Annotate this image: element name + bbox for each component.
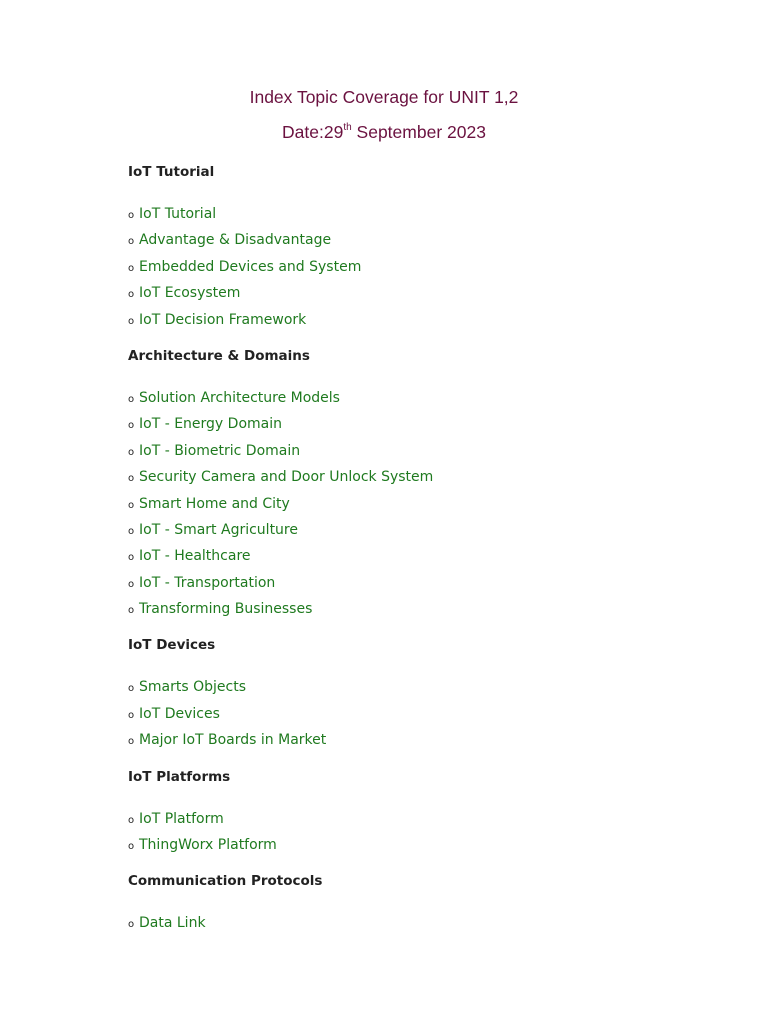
topic-link[interactable]: Data Link [139, 915, 206, 932]
list-item [128, 279, 688, 305]
circle-bullet-icon [128, 282, 139, 308]
topic-link[interactable]: IoT - Energy Domain [139, 416, 282, 433]
circle-bullet-icon [128, 676, 139, 702]
list-item [128, 200, 688, 226]
topic-link[interactable]: IoT Tutorial [139, 206, 217, 222]
section-heading: IoT Platforms [128, 768, 231, 785]
circle-bullet-icon [128, 309, 139, 335]
list-item [128, 831, 688, 857]
topic-link[interactable]: Security Camera and Door Unlock System [139, 469, 434, 486]
topic-list [128, 200, 688, 332]
section-heading: Architecture & Domains [128, 347, 310, 364]
list-item [128, 490, 688, 516]
list-item [128, 516, 688, 542]
topic-link[interactable]: Major IoT Boards in Market [139, 732, 327, 749]
date-superscript: th [343, 122, 352, 133]
document-title: Index Topic Coverage for UNIT 1,2 [249, 87, 519, 107]
circle-bullet-icon [128, 493, 139, 519]
circle-bullet-icon [128, 413, 139, 439]
list-item [128, 700, 688, 726]
list-item [128, 306, 688, 332]
circle-bullet-icon [128, 729, 139, 755]
date-suffix: September 2023 [351, 122, 486, 142]
list-item [128, 410, 688, 436]
circle-bullet-icon [128, 466, 139, 492]
topic-list [128, 909, 688, 935]
circle-bullet-icon [128, 834, 139, 860]
topic-link[interactable]: IoT - Healthcare [139, 548, 251, 565]
list-item [128, 437, 688, 463]
section-heading: Communication Protocols [128, 873, 323, 890]
circle-bullet-icon [128, 912, 139, 938]
topic-link[interactable]: Advantage & Disadvantage [139, 232, 332, 249]
topic-link[interactable]: IoT Platform [139, 810, 224, 827]
section-heading: IoT Tutorial [128, 164, 215, 180]
topic-link[interactable]: Transforming Businesses [139, 601, 313, 618]
topic-list [128, 384, 688, 622]
list-item [128, 595, 688, 621]
topic-link[interactable]: IoT Decision Framework [139, 311, 307, 328]
circle-bullet-icon [128, 598, 139, 624]
list-item [128, 226, 688, 252]
topic-list [128, 673, 688, 752]
topic-link[interactable]: Solution Architecture Models [139, 389, 340, 406]
topic-index [128, 160, 688, 948]
list-item [128, 463, 688, 489]
list-item [128, 384, 688, 410]
document-date [0, 122, 768, 143]
topic-link[interactable]: IoT Devices [139, 705, 220, 722]
topic-link[interactable]: Smart Home and City [139, 495, 290, 512]
circle-bullet-icon [128, 545, 139, 571]
circle-bullet-icon [128, 229, 139, 255]
topic-link[interactable]: Smarts Objects [139, 679, 246, 696]
topic-link[interactable]: IoT - Smart Agriculture [139, 521, 298, 538]
list-item [128, 569, 688, 595]
topic-link[interactable]: IoT - Biometric Domain [139, 442, 301, 459]
list-item [128, 673, 688, 699]
topic-link[interactable]: IoT Ecosystem [139, 285, 241, 302]
topic-link[interactable]: ThingWorx Platform [139, 837, 277, 854]
list-item [128, 542, 688, 568]
list-item [128, 909, 688, 935]
list-item [128, 253, 688, 279]
list-item [128, 805, 688, 831]
date-prefix: Date:29 [282, 122, 344, 142]
topic-list [128, 805, 688, 858]
topic-link[interactable]: Embedded Devices and System [139, 258, 362, 275]
topic-link[interactable]: IoT - Transportation [139, 574, 276, 591]
section-heading: IoT Devices [128, 637, 216, 654]
list-item [128, 726, 688, 752]
